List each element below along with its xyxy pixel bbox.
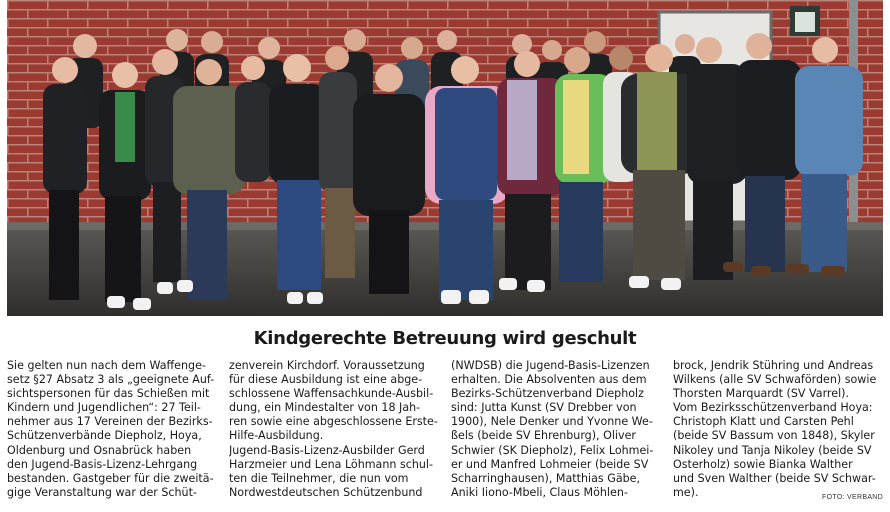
- text-line: Thorsten Marquardt (SV Varrel).: [673, 387, 850, 401]
- text-line: Kindern und Jugendlichen“: 27 Teil-: [7, 401, 201, 415]
- text-line: Oldenburg und Osnabrück haben: [7, 443, 192, 457]
- text-line: erhalten. Die Absolventen aus dem: [451, 373, 647, 387]
- text-line: Aniki Iiono-Mbeli, Claus Möhlen-: [451, 485, 628, 499]
- article-column-2: [229, 359, 439, 509]
- text-line: (beide SV Bassum von 1848), Skyler: [673, 429, 875, 443]
- wall-lamp: [790, 6, 820, 36]
- article-column-4: [673, 359, 883, 509]
- text-line: Scharringhausen), Matthias Gäbe,: [451, 471, 641, 485]
- text-line: Hilfe-Ausbildung.: [229, 429, 324, 443]
- text-line: Jugend-Basis-Lizenz-Ausbilder Gerd: [229, 443, 425, 457]
- group-photo: [7, 0, 883, 316]
- text-line: ren sowie eine abgeschlossene Erste-: [229, 415, 438, 429]
- text-line: me).: [673, 485, 699, 499]
- article-body: [7, 359, 883, 509]
- text-line: Christoph Klatt und Carsten Pehl: [673, 415, 854, 429]
- text-line: sichtspersonen für das Schießen mit: [7, 387, 210, 401]
- text-line: Schwier (SK Diepholz), Felix Lohmei-: [451, 443, 654, 457]
- group-photo-illustration: [7, 0, 883, 316]
- text-line: Bezirks-Schützenverband Diepholz: [451, 387, 644, 401]
- text-line: Schützenverbände Diepholz, Hoya,: [7, 429, 202, 443]
- text-line: 1900), Nele Denker und Yvonne We-: [451, 415, 653, 429]
- article-column-3: [451, 359, 661, 509]
- text-line: für diese Ausbildung ist eine abge-: [229, 373, 423, 387]
- text-line: bestanden. Gastgeber für die zweitä-: [7, 471, 214, 485]
- text-line: ßels (beide SV Ehrenburg), Oliver: [451, 429, 636, 443]
- text-line: brock, Jendrik Stühring und Andreas: [673, 359, 874, 372]
- text-line: nehmer aus 17 Vereinen der Bezirks-: [7, 415, 213, 429]
- text-line: Harzmeier und Lena Löhmann schul-: [229, 457, 433, 471]
- text-line: setz §27 Absatz 3 als „geeignete Auf-: [7, 373, 215, 387]
- text-line: ten die Teilnehmer, die nun vom: [229, 471, 409, 485]
- text-line: den Jugend-Basis-Lizenz-Lehrgang: [7, 457, 198, 471]
- text-line: gige Veranstaltung war der Schüt-: [7, 485, 197, 499]
- photo-credit: FOTO: VERBAND: [822, 494, 883, 501]
- article-headline: Kindgerechte Betreuung wird geschult: [253, 328, 637, 349]
- text-line: Wilkens (alle SV Schwaförden) sowie: [673, 373, 877, 387]
- article-column-1: [7, 359, 217, 509]
- people-front-row: [43, 33, 863, 310]
- text-line: Osterholz) sowie Bianka Walther: [673, 457, 853, 471]
- text-line: sind: Jutta Kunst (SV Drebber von: [451, 401, 637, 415]
- text-line: Vom Bezirksschützenverband Hoya:: [673, 401, 873, 415]
- text-line: und Sven Walther (beide SV Schwar-: [673, 471, 876, 485]
- text-line: (NWDSB) die Jugend-Basis-Lizenzen: [451, 359, 650, 372]
- text-line: Sie gelten nun nach dem Waffenge-: [7, 359, 206, 372]
- text-line: Nikoley und Tanja Nikoley (beide SV: [673, 443, 872, 457]
- text-line: dung, ein Mindestalter von 18 Jah-: [229, 401, 421, 415]
- text-line: Nordwestdeutschen Schützenbund: [229, 485, 423, 499]
- text-line: schlossene Waffensachkunde-Ausbil-: [229, 387, 434, 401]
- text-line: zenverein Kirchdorf. Voraussetzung: [229, 359, 425, 372]
- text-line: er und Manfred Lohmeier (beide SV: [451, 457, 649, 471]
